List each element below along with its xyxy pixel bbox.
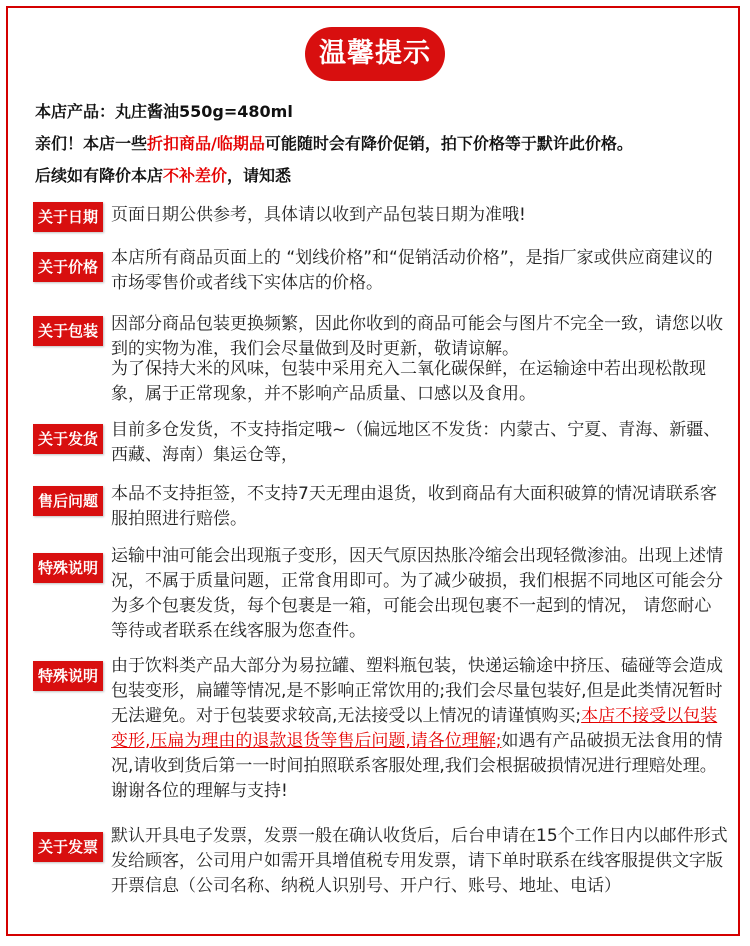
section-tag-price: 关于价格: [33, 252, 103, 282]
section-text-special-1: 运输中油可能会出现瓶子变形，因天气原因热胀冷缩会出现轻微渗油。出现上述情况，不属于质量问题，正常食用即可。为了减少破损，我们根据不同地区可能会分为多个包裹发货，每个包裹是一箱，可能会出现包裹不一起到的情况， 请您耐心等待或者联系在线客服为您查件。: [111, 546, 723, 641]
section-text-shipping: 目前多仓发货，不支持指定哦~（偏远地区不发货：内蒙古、宁夏、青海、新疆、西藏、海南）集运仓等，: [111, 420, 721, 465]
section-tag-special-2: 特殊说明: [33, 661, 103, 691]
section-text-packaging-2: 为了保持大米的风味，包装中采用充入二氧化碳保鲜，在运输途中若出现松散现象，属于正常现象，并不影响产品质量、口感以及食用。: [111, 359, 706, 404]
section-text-after-sales: 本品不支持拒签，不支持7天无理由退货，收到商品有大面积破算的情况请联系客服拍照进行赔偿。: [111, 484, 717, 529]
promo-text-b: 可能随时会有降价促销，拍下价格等于默许此价格。: [264, 134, 633, 153]
section-tag-shipping: 关于发货: [33, 424, 103, 454]
special-2-text-a: 由于饮料类产品大部分为易拉罐、塑料瓶包装，快递运输途中挤压、磕碰等会造成包装变形，扁罐等情况,是不影响正常饮用的;我们会尽量包装好,但是此类情况暂时无法避免。对于包装要求较高,无法接受以上情况的请谨慎购买;: [111, 656, 723, 726]
no-refund-line: [35, 163, 291, 186]
page-title: 温馨提示: [305, 27, 445, 81]
special-2-text-b: 如遇有产品破损无法食用的情况,请收到货后第一一时间拍照联系客服处理,我们会根据破损情况进行理赔处理。谢谢各位的理解与支持!: [111, 731, 723, 801]
section-tag-after-sales: 售后问题: [33, 486, 103, 516]
section-tag-date: 关于日期: [33, 202, 103, 232]
section-tag-special-1: 特殊说明: [33, 553, 103, 583]
no-refund-text-a: 后续如有降价本店: [35, 166, 164, 185]
section-text-date: 页面日期公供参考，具体请以收到产品包装日期为准哦!: [111, 205, 526, 225]
promo-text-a: 亲们！本店一些: [35, 134, 148, 153]
section-text-price: 本店所有商品页面上的 “划线价格”和“促销活动价格”，是指厂家或供应商建议的市场零售价或者线下实体店的价格。: [111, 248, 713, 293]
section-tag-packaging: 关于包装: [33, 316, 103, 346]
product-line: 本店产品：丸庄酱油550g=480ml: [35, 102, 293, 121]
no-refund-text-highlight: 不补差价: [163, 166, 228, 185]
section-tag-invoice: 关于发票: [33, 832, 103, 862]
section-text-packaging: 因部分商品包装更换频繁，因此你收到的商品可能会与图片不完全一致，请您以收到的实物为准，我们会尽量做到及时更新，敬请谅解。: [111, 314, 723, 359]
promo-text-highlight: 折扣商品/临期品: [147, 134, 265, 153]
section-text-special-2: [111, 654, 728, 804]
special-2-text-highlight: 本店不接受以包装变形,压扁为理由的退款退货等售后问题,请各位理解;: [111, 706, 718, 751]
no-refund-text-b: ，请知悉: [227, 166, 292, 185]
promo-notice-line: [35, 131, 633, 154]
section-text-invoice: 默认开具电子发票，发票一般在确认收货后，后台申请在15个工作日内以邮件形式发给顾客，公司用户如需开具增值税专用发票，请下单时联系在线客服提供文字版开票信息（公司名称、纳税人识别号、开户行、账号、地址、电话）: [111, 826, 728, 896]
